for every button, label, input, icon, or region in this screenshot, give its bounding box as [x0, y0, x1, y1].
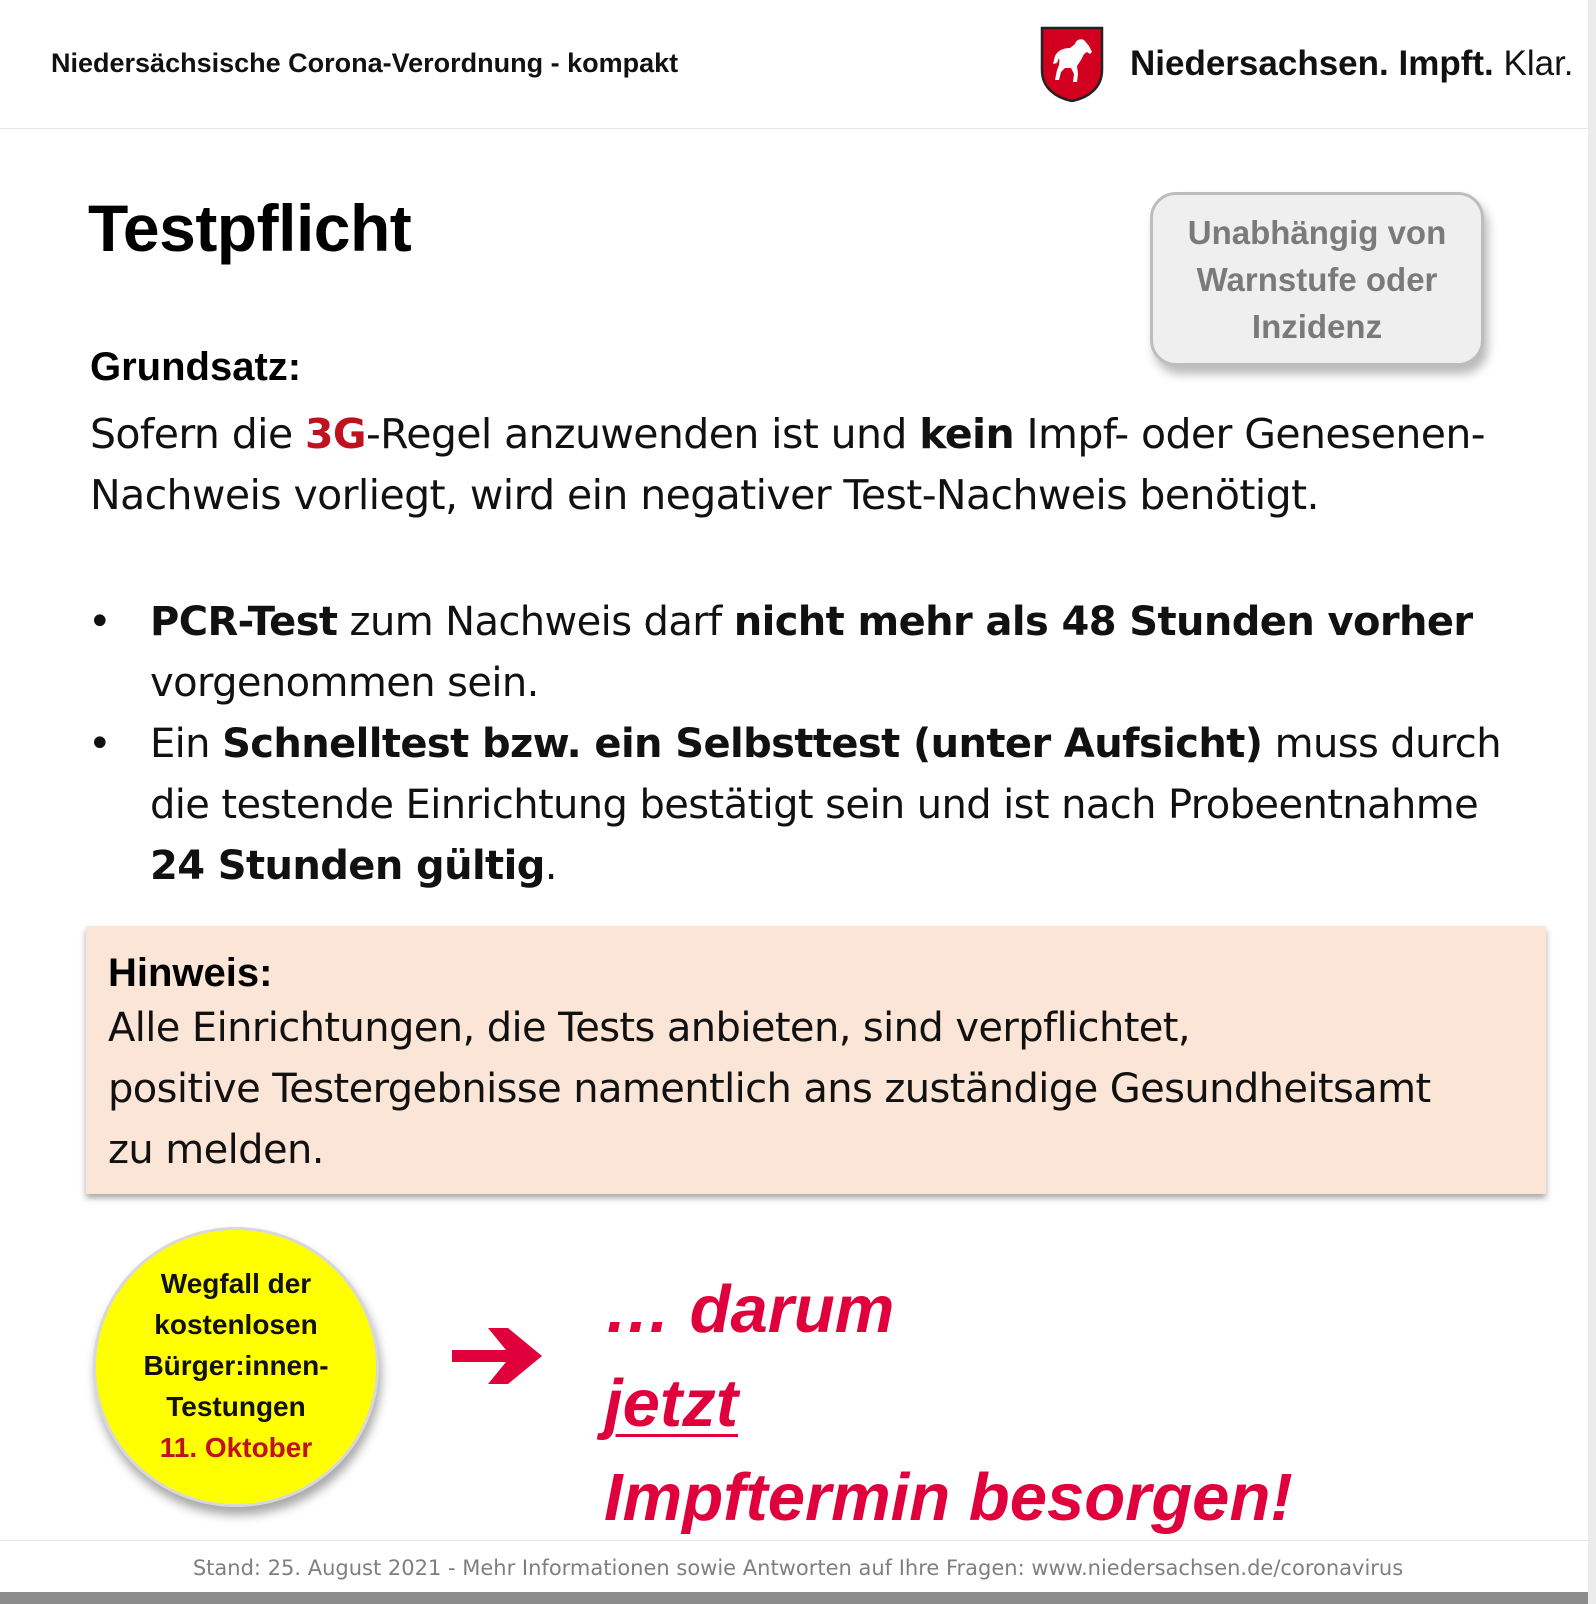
list-item	[84, 592, 1524, 714]
circle-line: Bürger:innen-	[143, 1350, 329, 1381]
text-part: Sofern die	[90, 410, 305, 458]
hint-box	[86, 926, 1546, 1194]
cta-prefix: … darum	[604, 1272, 895, 1347]
kein-emphasis: kein	[919, 410, 1015, 458]
24h-emphasis: 24 Stunden gültig	[150, 843, 545, 889]
hint-line: positive Testergebnisse namentlich ans zuständige Gesundheitsamt	[108, 1066, 1431, 1112]
cta-line-2: Impftermin besorgen!	[604, 1460, 1293, 1535]
text-part: Ein	[150, 721, 223, 767]
footer-divider	[0, 1540, 1596, 1541]
brand-klar: Klar.	[1503, 44, 1574, 83]
cta-jetzt: jetzt	[604, 1366, 738, 1441]
free-tests-end-circle	[93, 1227, 379, 1507]
bullet-dot: •	[88, 721, 111, 767]
badge-line: Inzidenz	[1251, 308, 1383, 345]
hint-line: zu melden.	[108, 1127, 324, 1173]
circle-line: Wegfall der	[160, 1268, 312, 1299]
circle-line: kostenlosen	[154, 1309, 318, 1340]
header-title: Niedersächsische Corona-Verordnung - kompakt	[51, 48, 679, 78]
end-date: 11. Oktober	[159, 1432, 313, 1463]
horse-crest-icon	[1040, 26, 1104, 102]
header	[0, 0, 1596, 129]
principle-text	[90, 404, 1530, 526]
bottom-bar	[0, 1592, 1596, 1604]
footer: Stand: 25. August 2021 - Mehr Informationen sowie Antworten auf Ihre Fragen: www.niedersachsen.de/coronavirus	[192, 1556, 1404, 1580]
brand-name: Niedersachsen.	[1130, 44, 1389, 83]
hint-body	[108, 998, 1528, 1181]
text-part: vorgenommen sein.	[150, 660, 539, 706]
rules-list	[84, 592, 1524, 897]
schnelltest-term: Schnelltest bzw. ein Selbsttest (unter Aufsicht)	[222, 721, 1263, 767]
principle-heading: Grundsatz:	[90, 345, 302, 389]
brand-text	[1130, 44, 1574, 84]
text-part: muss durch die testende Einrichtung bestätigt sein und ist nach Probeentnahme	[150, 721, 1501, 828]
arrow-right-icon	[448, 1320, 546, 1392]
page-title: Testpflicht	[88, 191, 412, 265]
circle-line: Testungen	[166, 1391, 306, 1422]
text-part: .	[544, 843, 557, 889]
text-part: zum Nachweis darf	[337, 599, 734, 645]
list-item	[84, 714, 1524, 897]
cta-line-1	[604, 1263, 1293, 1451]
brand-logo	[1040, 24, 1574, 104]
badge-line: Unabhängig von	[1187, 214, 1447, 251]
right-edge	[1588, 0, 1596, 1604]
pcr-test-term: PCR-Test	[150, 599, 338, 645]
warning-level-badge	[1150, 192, 1484, 366]
text-part: -Regel anzuwenden ist und	[365, 410, 920, 458]
hint-line: Alle Einrichtungen, die Tests anbieten, sind verpflichtet,	[108, 1005, 1190, 1051]
bullet-dot: •	[88, 599, 111, 645]
brand-impft: Impft.	[1398, 44, 1494, 83]
hint-heading: Hinweis:	[108, 951, 273, 995]
call-to-action	[604, 1263, 1293, 1545]
badge-line: Warnstufe oder	[1196, 261, 1438, 298]
3g-highlight: 3G	[305, 410, 366, 458]
48h-emphasis: nicht mehr als 48 Stunden vorher	[733, 599, 1473, 645]
text-part: Impf- oder Genesenen-Nachweis vorliegt, wird ein negativer Test-Nachweis benötigt.	[90, 410, 1485, 519]
